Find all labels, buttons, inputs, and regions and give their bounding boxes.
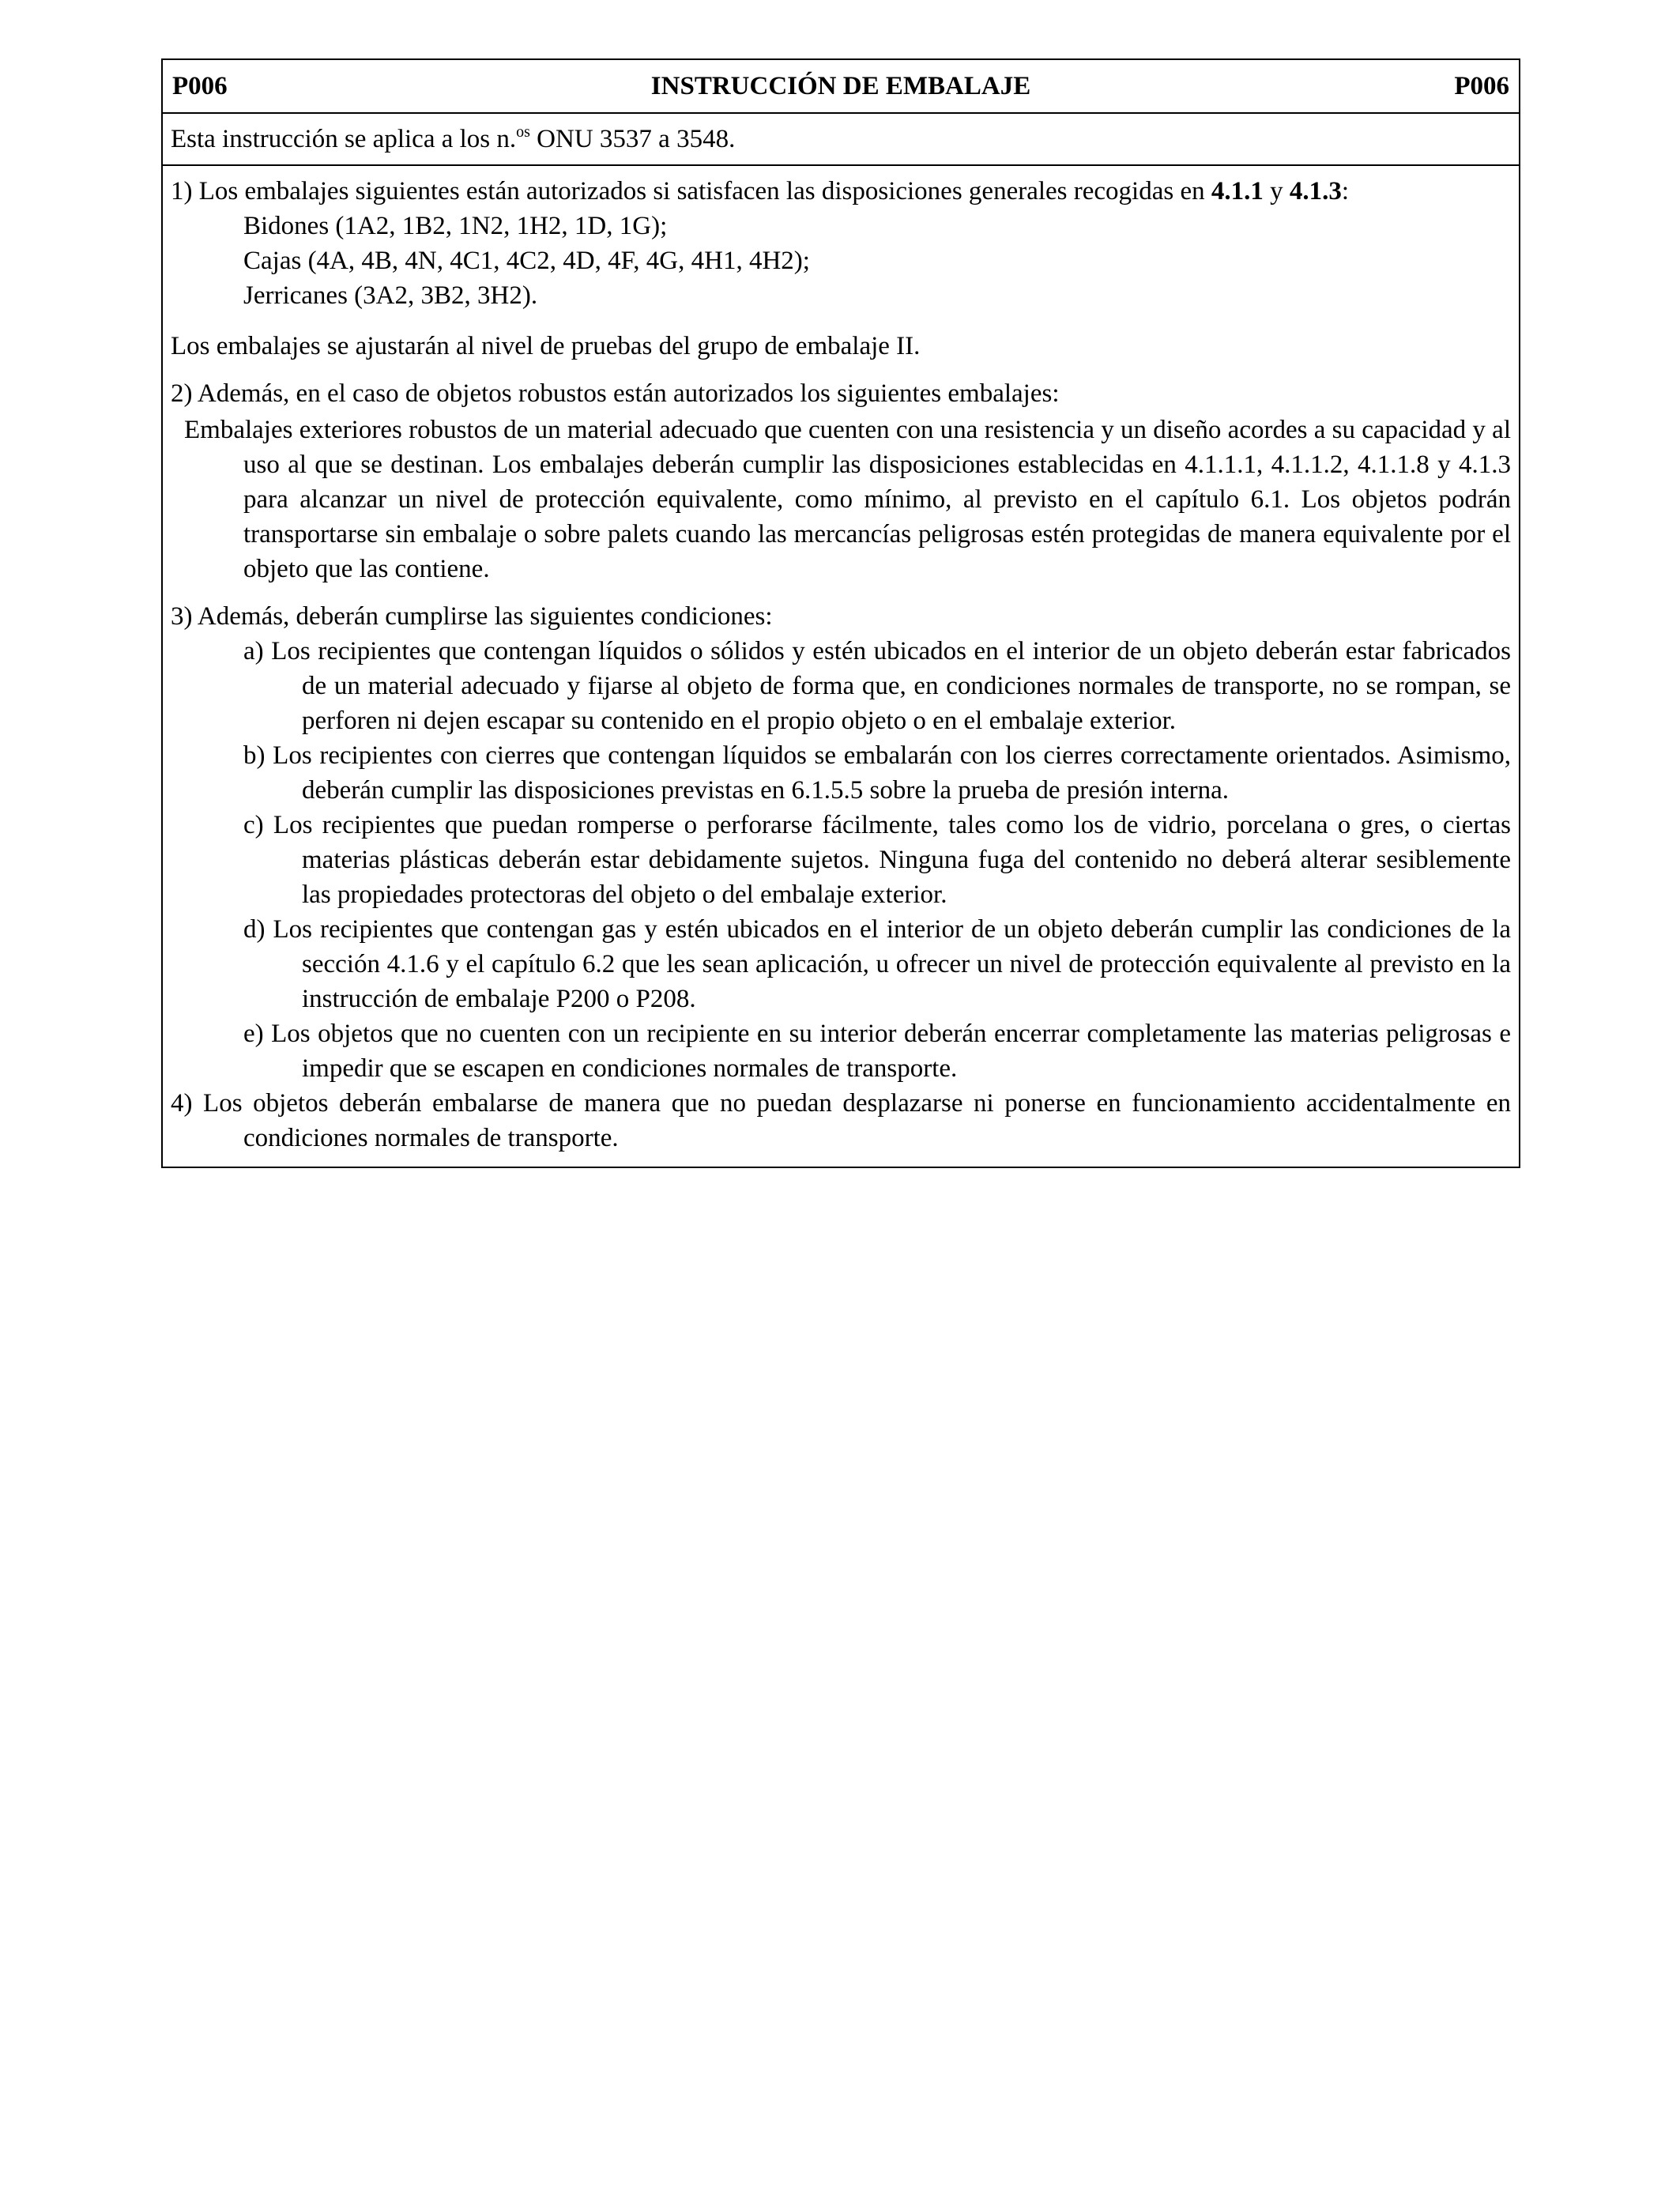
section-1-test-level: Los embalajes se ajustarán al nivel de pruebas del grupo de embalaje II.: [171, 332, 921, 360]
section-1-colon: :: [1341, 177, 1350, 205]
section-3-item-b: b) Los recipientes con cierres que contengan líquidos se embalarán con los cierres correctamente orientados. Asimismo, deberán cumplir las disposiciones previstas en 6.1.5.5 sobre la prueba de presión interna.: [243, 741, 1511, 805]
header-code-right: P006: [1454, 71, 1509, 100]
section-1-intro-text: 1) Los embalajes siguientes están autorizados si satisfacen las disposiciones generales recogidas en: [171, 177, 1211, 205]
section-3-intro: 3) Además, deberán cumplirse las siguientes condiciones:: [171, 602, 773, 631]
scope-text: [171, 125, 735, 154]
list-item: Bidones (1A2, 1B2, 1N2, 1H2, 1D, 1G);: [243, 212, 668, 240]
section-1-intro: [171, 174, 1511, 209]
section-4-text: 4) Los objetos deberán embalarse de manera que no puedan desplazarse ni ponerse en funcionamiento accidentalmente en condiciones normales de transporte.: [171, 1089, 1511, 1152]
list-item: Jerricanes (3A2, 3B2, 3H2).: [243, 281, 538, 310]
packing-instruction-table: [161, 58, 1520, 1168]
header-code-left: P006: [172, 71, 228, 100]
scope-text-after: ONU 3537 a 3548.: [529, 124, 736, 153]
instruction-body: [163, 166, 1519, 1167]
scope-superscript: os: [516, 123, 530, 141]
section-1-ref-1: 4.1.1: [1211, 177, 1264, 205]
section-3-item-c: c) Los recipientes que puedan romperse o perforarse fácilmente, tales como los de vidrio, porcelana o gres, o ciertas materias plásticas deberán estar debidamente sujetos. Ninguna fuga del contenido no deberá alterar sesiblemente las propiedades protectoras del objeto o del embalaje exterior.: [243, 811, 1511, 909]
section-3-item-e: e) Los objetos que no cuenten con un recipiente en su interior deberán encerrar completamente las materias peligrosas e impedir que se escapen en condiciones normales de transporte.: [243, 1020, 1511, 1083]
section-2-intro: 2) Además, en el caso de objetos robustos están autorizados los siguientes embalajes:: [171, 379, 1060, 408]
section-1-ref-2: 4.1.3: [1289, 177, 1342, 205]
table-header: [163, 60, 1519, 114]
scope-text-before: Esta instrucción se aplica a los n.: [171, 124, 517, 153]
list-item: Cajas (4A, 4B, 4N, 4C1, 4C2, 4D, 4F, 4G, 4H1, 4H2);: [243, 247, 810, 275]
section-3-item-d: d) Los recipientes que contengan gas y estén ubicados en el interior de un objeto deberán cumplir las condiciones de la sección 4.1.6 y el capítulo 6.2 que les sean aplicación, u ofrecer un nivel de protección equivalente al previsto en la instrucción de embalaje P200 o P208.: [243, 915, 1511, 1013]
section-2-text: Embalajes exteriores robustos de un material adecuado que cuenten con una resistencia y un diseño acordes a su capacidad y al uso al que se destinan. Los embalajes deberán cumplir las disposiciones establecidas en 4.1.1.1, 4.1.1.2, 4.1.1.8 y 4.1.3 para alcanzar un nivel de protección equivalente, como mínimo, al previsto en el capítulo 6.1. Los objetos podrán transportarse sin embalaje o sobre palets cuando las mercancías peligrosas estén protegidas de manera equivalente por el objeto que las contiene.: [184, 416, 1511, 583]
section-1-conj: y: [1263, 177, 1290, 205]
section-3-item-a: a) Los recipientes que contengan líquidos o sólidos y estén ubicados en el interior de un objeto deberán estar fabricados de un material adecuado y fijarse al objeto de forma que, en condiciones normales de transporte, no se rompan, se perforen ni dejen escapar su contenido en el propio objeto o en el embalaje exterior.: [243, 637, 1511, 735]
scope-row: [163, 114, 1519, 166]
header-title: INSTRUCCIÓN DE EMBALAJE: [650, 71, 1031, 100]
